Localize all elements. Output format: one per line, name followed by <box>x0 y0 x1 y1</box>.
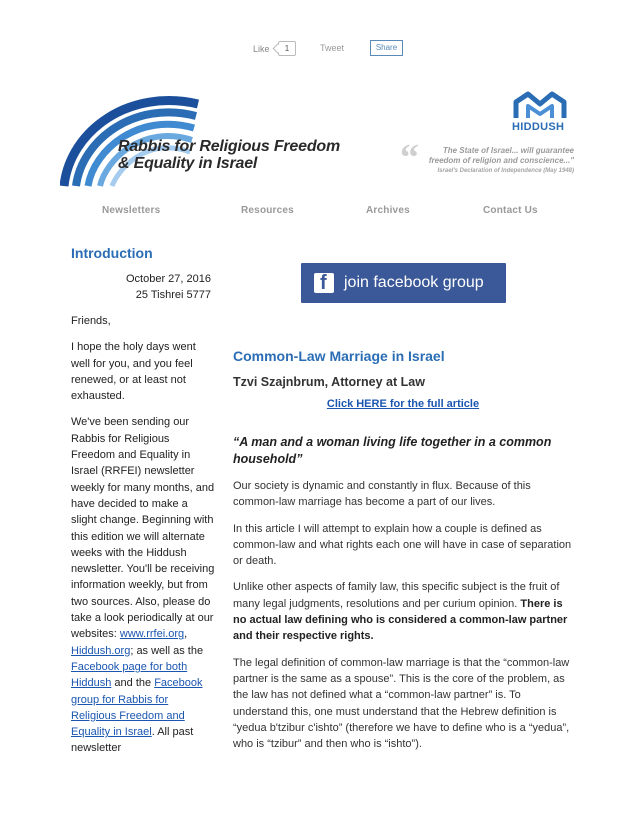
article-author: Tzvi Szajnbrum, Attorney at Law <box>233 375 425 389</box>
nav-contact-us[interactable]: Contact Us <box>483 205 538 216</box>
greeting: Friends, <box>71 315 111 327</box>
join-facebook-group-button[interactable] <box>301 263 506 303</box>
link-facebook-group[interactable]: Facebook group for Rabbis for Religious Freedom and Equality in Israel <box>71 677 203 739</box>
intro-column <box>71 245 216 757</box>
tweet-button[interactable]: Tweet <box>320 43 345 53</box>
article-lead-quote: “A man and a woman living life together in a common household” <box>233 435 552 466</box>
article-paragraph: Unlike other aspects of family law, this specific subject is the fruit of many legal judgments, resolutions and per curium opinion. There is no actual law defining who is considered a common-law partner and their respective rights. <box>233 581 568 643</box>
declaration-quote: The State of Israel... will guarantee freedom of religion and conscience..." <box>428 146 574 165</box>
facebook-f-letter: f <box>320 272 327 294</box>
date-gregorian: October 27, 2016 <box>125 273 211 285</box>
link-facebook-page[interactable]: Facebook page for both Hiddush <box>71 660 188 690</box>
link-hiddush[interactable]: Hiddush.org <box>71 644 131 657</box>
article-paragraph: Our society is dynamic and constantly in flux. Because of this common-law marriage has become a part of our lives. <box>233 480 531 509</box>
org-name[interactable]: Rabbis for Religious Freedom & Equality in Israel <box>118 138 340 172</box>
article <box>233 348 573 762</box>
like-count: 1 <box>278 41 296 56</box>
full-article-link[interactable]: Click HERE for the full article <box>326 398 480 410</box>
main-nav <box>0 205 638 221</box>
date-hebrew: 25 Tishrei 5777 <box>135 289 211 301</box>
nav-resources[interactable]: Resources <box>241 205 294 216</box>
nav-newsletters[interactable]: Newsletters <box>102 205 161 216</box>
intro-paragraph: We've been sending our Rabbis for Religious Freedom and Equality in Israel (RRFEI) newsletter weekly for many months, and have decided to make a slight change. Beginning with this edition we will alternate weeks with the Hiddush newsletter. You'll be receiving information weekly, but from two sources. Also, please do take a look periodically at our websites: www.rrfei.org, Hiddush.org; as well as the Facebook page for both Hiddush and the Facebook group for Rabbis for Religious Freedom and Equality in Israel. All past newsletter <box>71 416 215 755</box>
link-rrfei[interactable]: www.rrfei.org <box>119 628 185 641</box>
article-paragraph: The legal definition of common-law marriage is that the “common-law partner is the same as a spouse”. This is the core of the problem, as the law has not defined what a “common-law partner” is. To understand this, one must understand that the Hebrew definition is “yedua b'tzibur c'ishto” (therefore we have to define who is a “yedua”, who is “tzibur” and then who is “ishto”). <box>233 656 570 751</box>
article-title: Common-Law Marriage in Israel <box>233 348 445 364</box>
social-bar <box>0 40 638 58</box>
share-button[interactable]: Share <box>370 40 403 56</box>
like-button[interactable]: Like <box>253 44 270 54</box>
nav-archives[interactable]: Archives <box>366 205 410 216</box>
facebook-banner-label: join facebook group <box>344 274 484 291</box>
article-paragraph: In this article I will attempt to explain how a couple is defined as common-law and what rights each one will have in case of separation or death. <box>233 522 572 568</box>
hiddush-wordmark: HIDDUSH <box>512 121 565 133</box>
intro-paragraph: I hope the holy days went well for you, and you feel renewed, or at least not exhausted. <box>71 341 196 403</box>
declaration-source: Israel's Declaration of Independence (May 1948) <box>437 168 574 174</box>
intro-title: Introduction <box>71 245 153 261</box>
quote-mark-icon: “ <box>400 137 419 179</box>
